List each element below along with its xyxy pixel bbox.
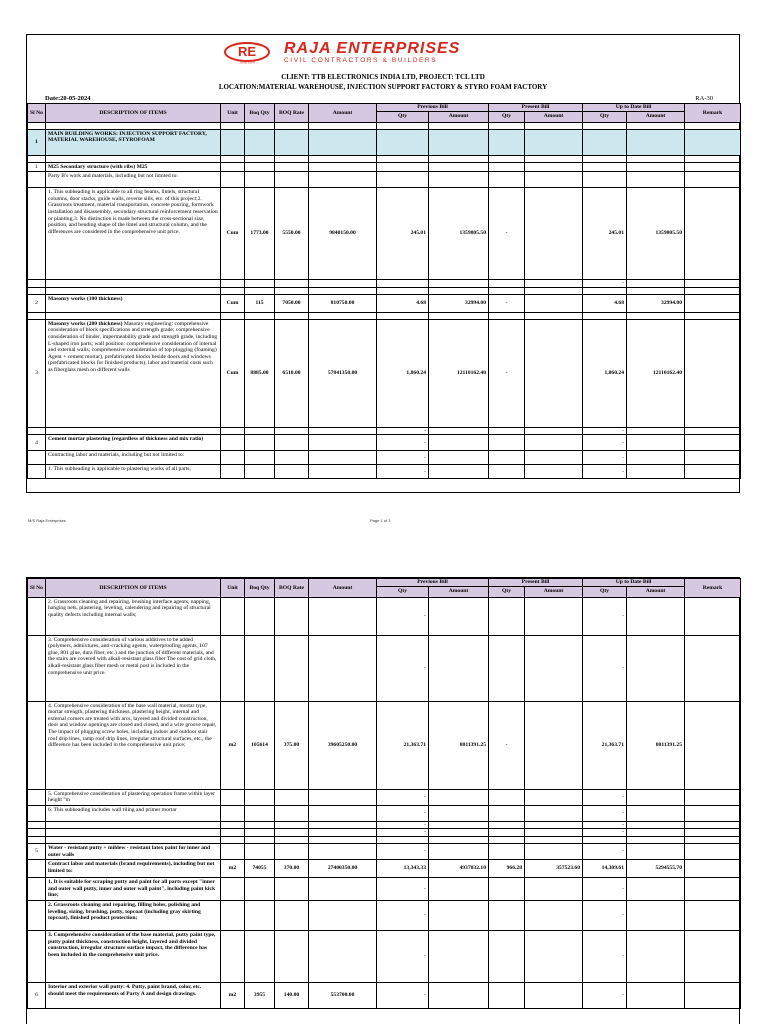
item-5-amount: 27400350.00 xyxy=(309,860,377,878)
col-amount: Amount xyxy=(309,579,377,598)
bill-page-1 xyxy=(26,34,740,493)
plaster-line-4-row xyxy=(28,701,741,789)
plaster-prev-amount: 8011391.25 xyxy=(429,701,489,789)
plaster-boq-rate: 375.00 xyxy=(275,701,309,789)
dash: - xyxy=(583,427,627,435)
col-boq-qty: Boq Qty xyxy=(245,579,275,598)
company-name: RAJA ENTERPRISES xyxy=(284,40,461,57)
item-4-title: Cement mortar plastering (regardless of thickness and mix ratio) xyxy=(46,435,221,451)
logo-letters: RE xyxy=(237,44,257,59)
col-prev-qty: Qty xyxy=(377,586,429,597)
item-5-no: 5 xyxy=(28,843,46,859)
col-present-qty: Qty xyxy=(489,111,525,122)
location-line: LOCATION:MATERIAL WAREHOUSE, INJECTION SUPPORT FACTORY & STYRO FOAM FACTORY xyxy=(218,83,548,91)
item-3-body: Masonry engineering: comprehensive consideration of block specifications and strength grade; comprehensive consideration of binder, impermeability grade and strength grade, including L-shaped iron parts; wall position: comprehensive consideration of internal and external walls; comprehensive consideration of top plugging (foaming) Agent + cement mortar), prefabricated blocks beside doors and windows (prefabricated blocks for finished products), labor and material costs such as fiberglass mesh on different walls xyxy=(48,320,218,373)
col-unit: Unit xyxy=(221,579,245,598)
item-1-amount: 9840150.00 xyxy=(309,188,377,280)
spacer-row xyxy=(28,122,741,129)
dash: - xyxy=(377,821,429,829)
plaster-prev-qty: 21,363.71 xyxy=(377,701,429,789)
plaster-line-4: 4. Comprehensive consideration of the base wall material, mortar type, mortar strength, plastering thickness, plastering height, internal and external corners are treated with arcs, layered and divided construction, door and window openings are closed and closed, and a wire groove repair, The impact of plugging screw holes, including indoor and outdoor stair roof drip lines, ramp roof drip lines, irregular structural surfaces, etc., the difference has been included in the comprehensive unit price; xyxy=(46,701,221,789)
plaster-line-5: 5. Comprehensive consideration of plastering operation frame within layer height °m xyxy=(46,789,221,805)
col-uptodate-bill: Up to Date Bill xyxy=(583,579,685,587)
item-5-point-2: 2. Grassroots cleaning and repairing, filling holes, polishing and leveling, sizing, brushing, putty, topcoat (including gray skirting topcoat), finished product protection; xyxy=(46,900,221,930)
dash: - xyxy=(377,465,429,479)
plaster-upto-qty: 21,363.71 xyxy=(583,701,627,789)
bill-table-page-1 xyxy=(27,103,741,479)
dash: - xyxy=(377,789,429,805)
item-1-present-qty: - xyxy=(489,188,525,280)
item-5-title-row xyxy=(28,843,741,859)
item-3-unit: Cum xyxy=(221,319,245,427)
dash: - xyxy=(377,843,429,859)
item-2-upto-qty: 4.68 xyxy=(583,294,627,312)
item-5-present-qty: 966.28 xyxy=(489,860,525,878)
plaster-line-3: 3. Comprehensive consideration of various additives to be added (polymers, admixtures, anti-cracking agents, waterproofing agents, 107 glue, 801 glue, dura fiber, etc.) and the junction of different materials, and the stairs are covered with alkali-resistant glass fiber The cost of grid cloth, alkali-resistant glass fiber mesh or metal post is included in the comprehensive unit price. xyxy=(46,635,221,701)
item-6-amount: 553700.00 xyxy=(309,982,377,1008)
col-desc: DESCRIPTION OF ITEMS xyxy=(46,104,221,123)
item-1-line2-row xyxy=(28,172,741,188)
item-5-upto-qty: 14,309.61 xyxy=(583,860,627,878)
item-1-no: 1 xyxy=(28,162,46,172)
item-1-title: M25 Secondary structure (with ribs) M25 xyxy=(46,162,221,172)
item-3-prev-amount: 12110162.40 xyxy=(429,319,489,427)
section-no: 1 xyxy=(28,129,46,155)
client-line: CLIENT: TTB ELECTRONICS INDIA LTD, PROJECT: TCL LTD xyxy=(281,73,485,81)
item-6-boq-rate: 140.00 xyxy=(275,982,309,1008)
col-unit: Unit xyxy=(221,104,245,123)
dash: - xyxy=(377,451,429,465)
item-3-boq-qty: 8885.00 xyxy=(245,319,275,427)
logo-since: Since 1994 xyxy=(239,60,255,64)
plaster-line-2-row xyxy=(28,597,741,635)
dash: - xyxy=(377,982,429,1008)
dash: - xyxy=(583,465,627,479)
item-3-title: Masonry works (200 thickness) xyxy=(48,320,123,327)
item-4-title-row xyxy=(28,435,741,451)
col-previous-bill: Previous Bill xyxy=(377,579,489,587)
item-5-point-2-row xyxy=(28,900,741,930)
item-1-upto-amount: 1359805.50 xyxy=(627,188,685,280)
dash: - xyxy=(377,805,429,821)
col-present-amount: Amount xyxy=(525,111,583,122)
plaster-line-6-row xyxy=(28,805,741,821)
item-2-prev-qty: 4.68 xyxy=(377,294,429,312)
dash: - xyxy=(583,805,627,821)
item-1-prev-amount: 1359805.50 xyxy=(429,188,489,280)
col-desc: DESCRIPTION OF ITEMS xyxy=(46,579,221,598)
item-5-point-1: 1. It is suitable for scraping putty and paint for all parts except "inner and outer wall putty, inner and outer wall paint", including paint kick line; xyxy=(46,878,221,901)
item-5-boq-rate: 370.00 xyxy=(275,860,309,878)
dash: - xyxy=(377,635,429,701)
item-4-line2-row xyxy=(28,451,741,465)
dash: - xyxy=(583,843,627,859)
section-row xyxy=(28,129,741,155)
item-5-present-amount: 357523.60 xyxy=(525,860,583,878)
dash: - xyxy=(583,900,627,930)
plaster-upto-amount: 8011391.25 xyxy=(627,701,685,789)
item-3-boq-rate: 6510.00 xyxy=(275,319,309,427)
item-2-boq-rate: 7050.00 xyxy=(275,294,309,312)
item-1-line2: Party B's work and materials, including but not limited to: xyxy=(46,172,221,188)
plaster-unit: m2 xyxy=(221,701,245,789)
col-present-bill: Present Bill xyxy=(489,104,583,112)
col-upto-amount: Amount xyxy=(627,111,685,122)
item-1-boq-rate: 5550.00 xyxy=(275,188,309,280)
header-row xyxy=(28,579,741,587)
item-3-row xyxy=(28,319,741,427)
plaster-present-qty: - xyxy=(489,701,525,789)
item-1-upto-qty: 245.01 xyxy=(583,188,627,280)
item-3-amount: 57841350.00 xyxy=(309,319,377,427)
plaster-line-6: 6. This subheading includes wall tiling and primer mortar xyxy=(46,805,221,821)
spacer-row xyxy=(28,427,741,435)
item-3-upto-amount: 12110162.40 xyxy=(627,319,685,427)
re-logo-icon xyxy=(222,40,272,64)
item-2-title: Masonry works (100 thickness) xyxy=(46,294,221,312)
item-6-row xyxy=(28,982,741,1008)
bill-date: Date:20-05-2024 xyxy=(45,95,91,102)
item-3-prev-qty: 1,860.24 xyxy=(377,319,429,427)
item-5-point-3: 3. Comprehensive consideration of the base material, putty paint type, putty paint thickness, construction height, layered and divided construction, irregular structure surface impact, the difference has been included in the comprehensive unit price. xyxy=(46,930,221,982)
spacer-row xyxy=(28,280,741,288)
item-5-boq-qty: 74055 xyxy=(245,860,275,878)
item-5-line2: Contract labor and materials (brand requirements), including but not limited to: xyxy=(46,860,221,878)
col-boq-qty: Boq Qty xyxy=(245,104,275,123)
dash: - xyxy=(377,930,429,982)
item-6-title: Interior and exterior wall putty: 4. Putty, paint brand, color, etc. should meet the requirements of Party A and design drawings. xyxy=(46,982,221,1008)
item-2-unit: Cum xyxy=(221,294,245,312)
plaster-amount: 39605250.00 xyxy=(309,701,377,789)
col-sl: Sl No xyxy=(28,104,46,123)
item-4-line2: Contracting labor and materials, including but not limited to: xyxy=(46,451,221,465)
col-boq-rate: BOQ Rate xyxy=(275,579,309,598)
item-6-boq-qty: 3955 xyxy=(245,982,275,1008)
spacer-row xyxy=(28,821,741,829)
item-5-point-1-row xyxy=(28,878,741,901)
col-upto-qty: Qty xyxy=(583,111,627,122)
company-tagline: CIVIL CONTRACTORS & BUILDERS xyxy=(284,57,438,64)
item-3-no: 3 xyxy=(28,319,46,427)
dash: - xyxy=(583,821,627,829)
plaster-line-3-row xyxy=(28,635,741,701)
item-4-line3: 1. This subheading is applicable to plastering works of all parts; xyxy=(46,465,221,479)
item-1-body: 1. This subheading is applicable to all ring beams, lintels, structural columns, door stacks, guide walls, reverse sills, etc. of this project;2. Grassroots treatment, material transportation, concrete pouring, formwork installation and disassembly, secondary structural reinforcement reservation or planting;3. No distinction is made between the cross-sectional size, position, and bending shape of the lintel and structural column, and the differences are considered in the comprehensive unit price. xyxy=(46,188,221,280)
footer-page-number: Page 1 of 3 xyxy=(370,518,391,523)
spacer-row xyxy=(28,155,741,162)
dash: - xyxy=(583,829,627,837)
col-prev-amount: Amount xyxy=(429,586,489,597)
item-3-upto-qty: 1,860.24 xyxy=(583,319,627,427)
dash: - xyxy=(583,982,627,1008)
item-5-row xyxy=(28,860,741,878)
dash: - xyxy=(583,451,627,465)
item-6-no: 6 xyxy=(28,982,46,1008)
col-prev-amount: Amount xyxy=(429,111,489,122)
dash: - xyxy=(583,435,627,451)
section-title: MAIN BUILDING WORKS: INJECTION SUPPORT FACTORY, MATERIAL WAREHOUSE, STYROFOAM xyxy=(46,129,221,155)
col-present-amount: Amount xyxy=(525,586,583,597)
spacer-row xyxy=(28,312,741,319)
item-2-amount: 810750.00 xyxy=(309,294,377,312)
col-upto-qty: Qty xyxy=(583,586,627,597)
dash: - xyxy=(377,878,429,901)
col-previous-bill: Previous Bill xyxy=(377,104,489,112)
item-4-line3-row xyxy=(28,465,741,479)
dash: - xyxy=(583,597,627,635)
dash: - xyxy=(377,427,429,435)
item-2-upto-amount: 32994.00 xyxy=(627,294,685,312)
item-1-title-row xyxy=(28,162,741,172)
plaster-line-5-row xyxy=(28,789,741,805)
item-5-prev-amount: 4937032.10 xyxy=(429,860,489,878)
dash: - xyxy=(377,829,429,837)
col-amount: Amount xyxy=(309,104,377,123)
company-logo xyxy=(222,40,542,68)
item-5-unit: m2 xyxy=(221,860,245,878)
col-boq-rate: BOQ Rate xyxy=(275,104,309,123)
plaster-boq-qty: 105614 xyxy=(245,701,275,789)
footer-company: M/S Raja Enterprises xyxy=(28,518,66,523)
dash: - xyxy=(377,435,429,451)
item-5-prev-qty: 13,343.33 xyxy=(377,860,429,878)
bill-page-2 xyxy=(26,577,740,1024)
col-prev-qty: Qty xyxy=(377,111,429,122)
col-remark: Remark xyxy=(685,579,741,598)
col-upto-amount: Amount xyxy=(627,586,685,597)
item-5-upto-amount: 5294555.70 xyxy=(627,860,685,878)
bill-table-page-2 xyxy=(27,578,741,1009)
item-1-boq-qty: 1773.00 xyxy=(245,188,275,280)
item-5-point-3-row xyxy=(28,930,741,982)
col-present-bill: Present Bill xyxy=(489,579,583,587)
col-remark: Remark xyxy=(685,104,741,123)
ra-number: RA-30 xyxy=(695,95,713,102)
spacer-row xyxy=(28,829,741,837)
item-6-unit: m2 xyxy=(221,982,245,1008)
item-2-boq-qty: 115 xyxy=(245,294,275,312)
plaster-line-2: 2. Grassroots cleaning and repairing, brushing interface agents, napping, hanging nets, plastering, leveling, calendering and repairing of structural quality defects including internal walls; xyxy=(46,597,221,635)
item-2-row xyxy=(28,294,741,312)
item-3-present-qty: - xyxy=(489,319,525,427)
item-1-prev-qty: 245.01 xyxy=(377,188,429,280)
dash: - xyxy=(377,900,429,930)
item-5-title: Water - resistant putty + mildew - resistant latex paint for inner and outer walls xyxy=(46,843,221,859)
item-2-present-qty: - xyxy=(489,294,525,312)
col-uptodate-bill: Up to Date Bill xyxy=(583,104,685,112)
item-2-prev-amount: 32994.00 xyxy=(429,294,489,312)
dash: - xyxy=(377,597,429,635)
item-2-no: 2 xyxy=(28,294,46,312)
dash: - xyxy=(583,635,627,701)
item-4-no: 4 xyxy=(28,435,46,451)
spacer-row xyxy=(28,287,741,294)
col-sl: Sl No xyxy=(28,579,46,598)
dash: - xyxy=(583,930,627,982)
dash: - xyxy=(583,878,627,901)
item-1-row xyxy=(28,188,741,280)
spacer-row xyxy=(28,836,741,843)
header-row xyxy=(28,104,741,112)
item-1-unit: Cum xyxy=(221,188,245,280)
dash: - xyxy=(583,280,627,288)
dash: - xyxy=(583,789,627,805)
col-present-qty: Qty xyxy=(489,586,525,597)
